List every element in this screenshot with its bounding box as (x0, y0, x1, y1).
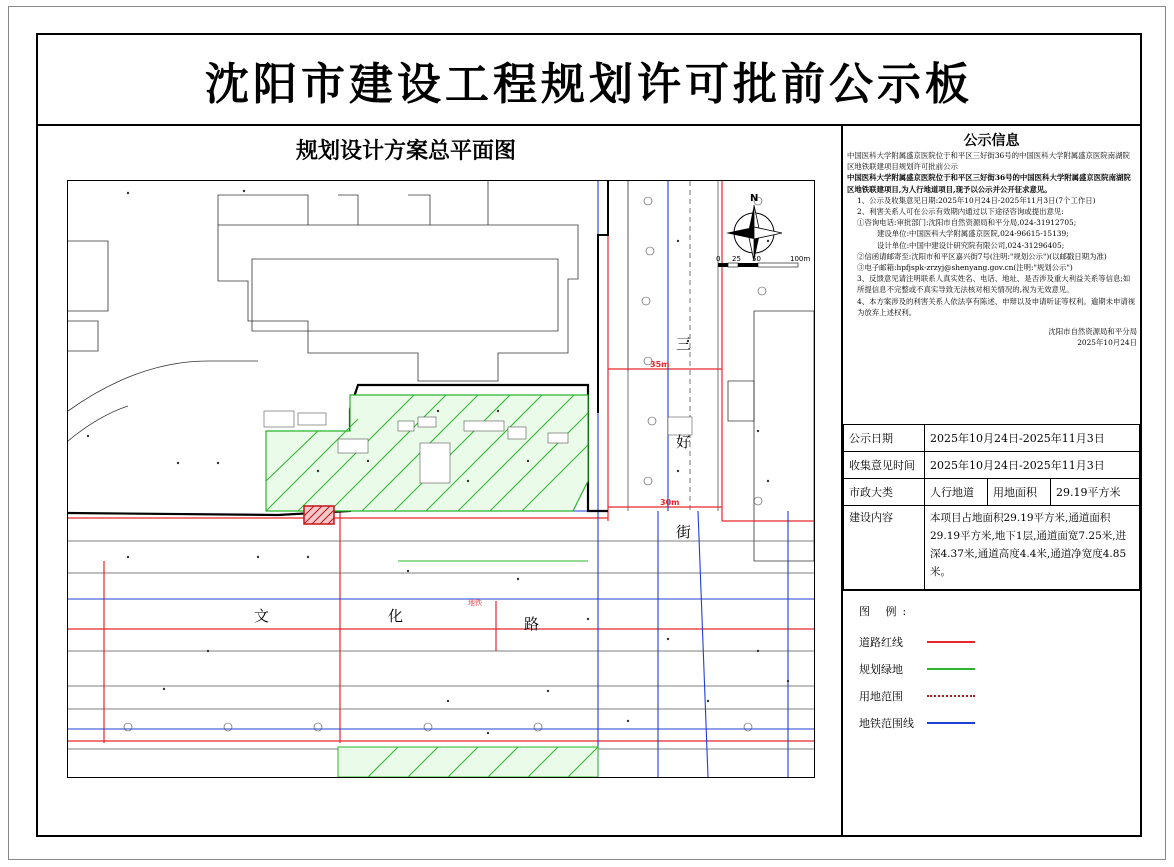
legend-label-subway: 地铁范围线 (859, 717, 914, 730)
road-label-hua: 化 (388, 607, 404, 625)
info-title: 公示信息 (963, 133, 1020, 149)
info-phone-designer: 设计单位:中国中建设计研究院有限公司,024-31296405; (877, 240, 1065, 250)
subway-label: 地铁 (468, 599, 482, 607)
meta-table (843, 424, 1140, 590)
content-value: 本项目占地面积29.19平方米,通道面积29.19平方米,地下1层,通道面宽7.25米,进深4.37米,通道高度4.4米,通道净宽度4.85米。 (925, 506, 1140, 590)
info-item-1: 1、公示及收集意见日期:2025年10月24日-2025年11月3日(7个工作日) (857, 195, 1096, 205)
south-green-strip (338, 747, 598, 777)
category-label: 市政大类 (844, 479, 925, 506)
site-boundary-north (598, 181, 608, 413)
category-value: 人行地道 (925, 479, 988, 506)
north-arrow (726, 193, 782, 261)
dim-label-35: 35m (650, 360, 670, 369)
info-sign-date: 2025年10月24日 (1077, 338, 1137, 348)
legend-swatch-land (927, 695, 975, 697)
info-item-2: 2、利害关系人可在公示有效期内通过以下途径咨询或提出意见: (857, 207, 1064, 217)
north-label: N (750, 193, 759, 204)
plan-title: 规划设计方案总平面图 (296, 138, 517, 164)
legend-label-green: 规划绿地 (859, 663, 903, 676)
scale-100: 100m (790, 255, 811, 263)
land-use-range (304, 506, 334, 524)
site-plan-drawing (68, 181, 814, 777)
info-sign-org: 沈阳市自然资源局和平分局 (1048, 327, 1137, 337)
info-mail: ②信函请邮寄至:沈阳市和平区嘉兴街7号(注明:"规划公示")(以邮戳日期为准) (857, 251, 1107, 261)
area-value: 29.19平方米 (1051, 479, 1140, 506)
info-bold-intro: 中国医科大学附属盛京医院位于和平区三好街36号的中国医科大学附属盛京医院南湖院区地铁联建项目,为人行地道项目,现予以公示并公开征求意见。 (847, 173, 1131, 194)
scale-25: 25 (732, 255, 741, 263)
board-title-bar (38, 35, 1140, 126)
dim-label-30: 30m (660, 498, 680, 507)
legend-label-road: 道路红线 (859, 636, 903, 649)
site-plan-map (67, 180, 815, 778)
info-email: ③电子邮箱:hpfjspk-zrzyj@shenyang.gov.cn(注明:"规划公示") (857, 263, 1073, 273)
info-intro: 中国医科大学附属盛京医院位于和平区三好街36号的中国医科大学附属盛京医院南湖院区地铁联建项目规划许可批前公示 (847, 151, 1130, 172)
road-label-jie: 街 (676, 523, 692, 541)
road-label-hao: 好 (676, 433, 692, 451)
feedback-label: 收集意见时间 (844, 452, 925, 479)
road-label-lu: 路 (524, 615, 540, 633)
area-label: 用地面积 (988, 479, 1051, 506)
feedback-value: 2025年10月24日-2025年11月3日 (925, 452, 1140, 479)
info-item-4: 4、本方案涉及的利害关系人依法享有陈述、申辩以及申请听证等权利。逾期未申请视为放弃上述权利。 (857, 296, 1136, 317)
notice-board (36, 33, 1142, 837)
scale-bar (716, 255, 810, 267)
info-item-3: 3、反馈意见请注明联系人真实姓名、电话、地址、是否涉及重大利益关系等信息;如所提信息不完整或不真实导致无法核对相关情况的,视为无效意见。 (857, 274, 1131, 295)
legend (843, 590, 1140, 832)
legend-label-land: 用地范围 (859, 690, 903, 703)
legend-swatch-road (927, 641, 975, 643)
info-panel (843, 124, 1140, 835)
road-label-san: 三 (676, 335, 692, 353)
legend-swatch-subway (927, 722, 975, 724)
info-phone-builder: 建设单位:中国医科大学附属盛京医院,024-96615-15139; (877, 229, 1069, 239)
content-label: 建设内容 (844, 506, 925, 590)
pub-date-label: 公示日期 (844, 425, 925, 452)
info-phone-approver: ①咨询电话:审批部门:沈阳市自然资源局和平分局,024-31912705; (857, 218, 1077, 228)
board-title: 沈阳市建设工程规划许可批前公示板 (205, 58, 973, 110)
legend-title: 图 例: (859, 605, 913, 618)
info-body (843, 150, 1140, 348)
pub-date-value: 2025年10月24日-2025年11月3日 (925, 425, 1140, 452)
scale-50: 50 (752, 255, 761, 263)
scale-0: 0 (716, 255, 721, 263)
legend-swatch-green (927, 668, 975, 670)
road-label-wen: 文 (254, 607, 270, 625)
plan-panel (38, 124, 843, 835)
